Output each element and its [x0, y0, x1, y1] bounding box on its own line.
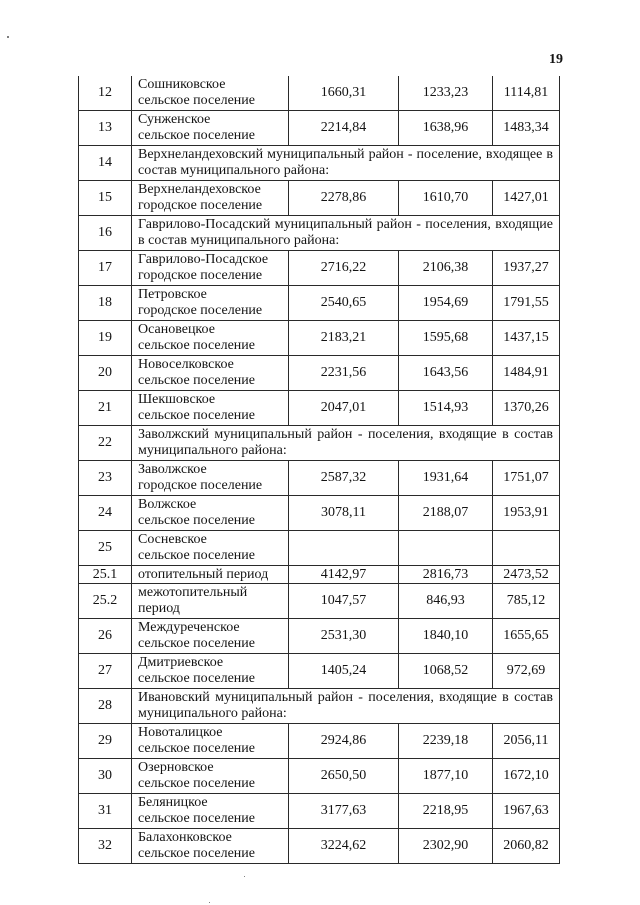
district-heading: Верхнеландеховский муниципальный район - поселение, входящее в состав муниципального района:	[132, 146, 560, 181]
settlement-name-line-2: сельское поселение	[138, 846, 255, 861]
settlement-name-line-1: Осановецкое	[138, 322, 215, 337]
row-number: 28	[79, 689, 132, 724]
table-row	[79, 566, 560, 584]
settlement-name-line-2: сельское поселение	[138, 373, 255, 388]
row-number: 24	[79, 496, 132, 531]
table-row	[79, 496, 560, 531]
value-col-3: 2060,82	[493, 829, 560, 864]
value-col-3	[493, 531, 560, 566]
table-row	[79, 286, 560, 321]
settlement-name-line-2: сельское поселение	[138, 548, 255, 563]
value-col-1: 2650,50	[289, 759, 399, 794]
value-col-3: 1751,07	[493, 461, 560, 496]
settlement-name-line-2: сельское поселение	[138, 408, 255, 423]
table-row	[79, 654, 560, 689]
table-body	[79, 76, 560, 864]
value-col-1: 3224,62	[289, 829, 399, 864]
value-col-1: 3177,63	[289, 794, 399, 829]
settlement-name	[132, 829, 289, 864]
value-col-3: 785,12	[493, 584, 560, 619]
value-col-2: 1877,10	[399, 759, 493, 794]
settlement-name-line-1: Сошниковское	[138, 77, 226, 92]
value-col-2: 2218,95	[399, 794, 493, 829]
row-number: 30	[79, 759, 132, 794]
settlement-name	[132, 654, 289, 689]
tariff-table	[78, 76, 560, 864]
value-col-2: 1514,93	[399, 391, 493, 426]
settlement-name	[132, 619, 289, 654]
value-col-2: 1931,64	[399, 461, 493, 496]
row-number: 18	[79, 286, 132, 321]
settlement-name-line-2: сельское поселение	[138, 741, 255, 756]
value-col-1	[289, 531, 399, 566]
row-number: 21	[79, 391, 132, 426]
value-col-2: 2188,07	[399, 496, 493, 531]
settlement-name-line-1: Новоселковское	[138, 357, 234, 372]
table-row	[79, 724, 560, 759]
settlement-name-line-1: Гаврилово-Посадское	[138, 252, 269, 267]
value-col-3: 972,69	[493, 654, 560, 689]
settlement-name-line-2: сельское поселение	[138, 513, 255, 528]
value-col-2: 1840,10	[399, 619, 493, 654]
value-col-2: 2106,38	[399, 251, 493, 286]
settlement-name-line-2: сельское поселение	[138, 671, 255, 686]
settlement-name-line-2: городское поселение	[138, 198, 263, 213]
table-row	[79, 461, 560, 496]
row-number: 15	[79, 181, 132, 216]
section-row	[79, 689, 560, 724]
settlement-name-line-2: городское поселение	[138, 303, 263, 318]
section-row	[79, 216, 560, 251]
table-row	[79, 321, 560, 356]
value-col-3: 2056,11	[493, 724, 560, 759]
value-col-3: 1484,91	[493, 356, 560, 391]
settlement-name	[132, 584, 289, 619]
value-col-1: 2047,01	[289, 391, 399, 426]
table-row	[79, 181, 560, 216]
district-heading: Заволжский муниципальный район - поселения, входящие в состав муниципального района:	[132, 426, 560, 461]
settlement-name-line-2: городское поселение	[138, 268, 263, 283]
page-number: 19	[549, 52, 563, 67]
settlement-name-line-1: Сосневское	[138, 532, 207, 547]
value-col-1: 2716,22	[289, 251, 399, 286]
value-col-2: 1595,68	[399, 321, 493, 356]
value-col-1: 2531,30	[289, 619, 399, 654]
value-col-1: 1660,31	[289, 76, 399, 111]
settlement-name	[132, 531, 289, 566]
value-col-1: 2540,65	[289, 286, 399, 321]
settlement-name-line-2: сельское поселение	[138, 93, 255, 108]
table-row	[79, 391, 560, 426]
settlement-name-line-1: Заволжское	[138, 462, 207, 477]
row-number: 22	[79, 426, 132, 461]
value-col-1: 1047,57	[289, 584, 399, 619]
settlement-name-line-1: Балахонковское	[138, 830, 232, 845]
settlement-name-line-1: Беляницкое	[138, 795, 208, 810]
row-number: 23	[79, 461, 132, 496]
value-col-2: 2816,73	[399, 566, 493, 584]
settlement-name-line-2: период	[138, 601, 180, 616]
settlement-name	[132, 356, 289, 391]
settlement-name	[132, 759, 289, 794]
settlement-name-line-1: Верхнеландеховское	[138, 182, 261, 197]
value-col-3: 1437,15	[493, 321, 560, 356]
value-col-3: 1370,26	[493, 391, 560, 426]
settlement-name-line-2: сельское поселение	[138, 338, 255, 353]
value-col-1: 2183,21	[289, 321, 399, 356]
settlement-name	[132, 321, 289, 356]
settlement-name-line-2: сельское поселение	[138, 776, 255, 791]
row-number: 13	[79, 111, 132, 146]
value-col-1: 4142,97	[289, 566, 399, 584]
value-col-2: 1610,70	[399, 181, 493, 216]
settlement-name-line-2: городское поселение	[138, 478, 263, 493]
value-col-2: 1233,23	[399, 76, 493, 111]
row-number: 25	[79, 531, 132, 566]
value-col-2: 2239,18	[399, 724, 493, 759]
settlement-name-line-1: межотопительный	[138, 585, 248, 600]
settlement-name	[132, 76, 289, 111]
value-col-3: 1655,65	[493, 619, 560, 654]
value-col-3: 1672,10	[493, 759, 560, 794]
row-number: 19	[79, 321, 132, 356]
row-number: 31	[79, 794, 132, 829]
settlement-name-line-2: сельское поселение	[138, 811, 255, 826]
settlement-name-line-1: Дмитриевское	[138, 655, 224, 670]
value-col-1: 2278,86	[289, 181, 399, 216]
value-col-3: 1953,91	[493, 496, 560, 531]
value-col-2	[399, 531, 493, 566]
row-number: 14	[79, 146, 132, 181]
table-row	[79, 619, 560, 654]
settlement-name	[132, 794, 289, 829]
settlement-name	[132, 181, 289, 216]
settlement-name	[132, 724, 289, 759]
value-col-2: 1638,96	[399, 111, 493, 146]
settlement-name	[132, 391, 289, 426]
value-col-1: 2231,56	[289, 356, 399, 391]
value-col-3: 1937,27	[493, 251, 560, 286]
settlement-name-line-1: Озерновское	[138, 760, 214, 775]
scan-speck	[209, 902, 210, 903]
value-col-3: 1791,55	[493, 286, 560, 321]
value-col-3: 1427,01	[493, 181, 560, 216]
row-number: 12	[79, 76, 132, 111]
settlement-name-line-2: сельское поселение	[138, 128, 255, 143]
scan-speck	[7, 36, 9, 38]
scan-speck	[244, 876, 245, 877]
settlement-name	[132, 286, 289, 321]
row-number: 27	[79, 654, 132, 689]
table-row	[79, 829, 560, 864]
table-row	[79, 531, 560, 566]
value-col-1: 2587,32	[289, 461, 399, 496]
value-col-3: 2473,52	[493, 566, 560, 584]
row-number: 25.2	[79, 584, 132, 619]
district-heading: Ивановский муниципальный район - поселения, входящие в состав муниципального района:	[132, 689, 560, 724]
table-row	[79, 111, 560, 146]
value-col-3: 1114,81	[493, 76, 560, 111]
value-col-1: 3078,11	[289, 496, 399, 531]
value-col-3: 1483,34	[493, 111, 560, 146]
value-col-1: 2214,84	[289, 111, 399, 146]
row-number: 25.1	[79, 566, 132, 584]
value-col-1: 2924,86	[289, 724, 399, 759]
table-row	[79, 584, 560, 619]
settlement-name	[132, 566, 289, 584]
value-col-2: 846,93	[399, 584, 493, 619]
row-number: 17	[79, 251, 132, 286]
row-number: 26	[79, 619, 132, 654]
settlement-name-line-1: Новоталицкое	[138, 725, 223, 740]
table-row	[79, 794, 560, 829]
settlement-name	[132, 496, 289, 531]
table-row	[79, 76, 560, 111]
section-row	[79, 146, 560, 181]
table-row	[79, 356, 560, 391]
settlement-name-line-1: Волжское	[138, 497, 197, 512]
settlement-name	[132, 461, 289, 496]
settlement-name-line-2: сельское поселение	[138, 636, 255, 651]
settlement-name	[132, 251, 289, 286]
value-col-3: 1967,63	[493, 794, 560, 829]
row-number: 29	[79, 724, 132, 759]
row-number: 32	[79, 829, 132, 864]
value-col-2: 2302,90	[399, 829, 493, 864]
settlement-name-line-1: отопительный период	[138, 566, 269, 582]
table-row	[79, 251, 560, 286]
value-col-2: 1954,69	[399, 286, 493, 321]
settlement-name-line-1: Междуреченское	[138, 620, 240, 635]
table-row	[79, 759, 560, 794]
value-col-2: 1643,56	[399, 356, 493, 391]
value-col-1: 1405,24	[289, 654, 399, 689]
section-row	[79, 426, 560, 461]
row-number: 16	[79, 216, 132, 251]
value-col-2: 1068,52	[399, 654, 493, 689]
row-number: 20	[79, 356, 132, 391]
district-heading: Гаврилово-Посадский муниципальный район - поселения, входящие в состав муниципального района:	[132, 216, 560, 251]
settlement-name-line-1: Петровское	[138, 287, 207, 302]
settlement-name-line-1: Сунженское	[138, 112, 211, 127]
settlement-name	[132, 111, 289, 146]
settlement-name-line-1: Шекшовское	[138, 392, 216, 407]
